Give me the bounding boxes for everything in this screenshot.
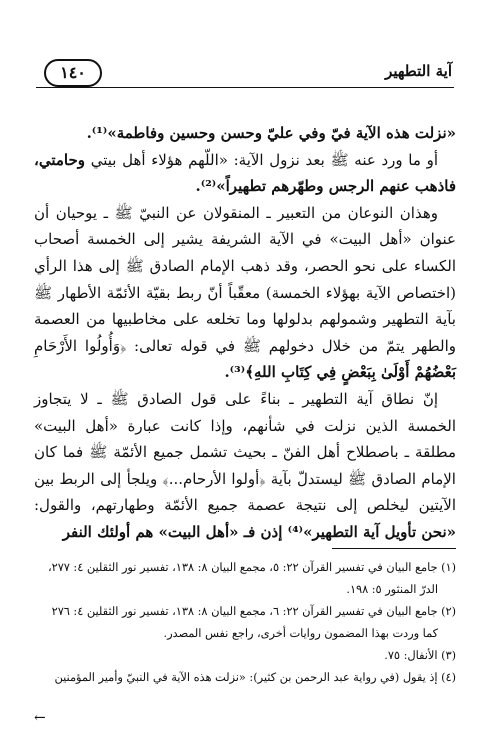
footnote-1: (١) جامع البيان في تفسير القرآن ٢٢: ٥، مجمع البيان ٨: ١٣٨، تفسير نور الثقلين ٤: ٢٧٧، (47, 561, 456, 574)
text-line: الكساء على نحو الحصر، وقد ذهب الإمام الصادق ﷺ إلى هذا الرأي (34, 256, 456, 275)
text-line: وهذان النوعان من التعبير ـ المنقولان عن النبيّ ﷺ ـ يوحيان أن (34, 203, 438, 222)
paragraph-2 (34, 200, 456, 386)
running-title: آية التطهير (385, 62, 452, 80)
text-line: بين الآيتين ليخلص إلى نتيجة عصمة جميع الأئمّة وطهارتهم، والقول: (34, 469, 456, 515)
text-line: عنوان «أهل البيت» في الآية الشريفة يشير إلى الخمسة أصحاب (34, 230, 456, 249)
text-line: وحامتي، فاذهب عنهم الرجس وطهّرهم تطهيراً»⁽²⁾. (34, 150, 456, 196)
footnote-4: (٤) إذ يقول (في رواية عبد الرحمن بن كثير): «نزلت هذه الآية في النبيّ وأمير المؤمنين (54, 671, 456, 684)
text-line: إنّ نطاق آية التطهير ـ بناءً على قول الصادق ﷺ ـ لا يتجاوز (34, 389, 438, 408)
text-line: أو ما ورد عنه ﷺ بعد نزول الآية: «اللّهم هؤلاء أهل بيتي (90, 150, 438, 169)
continue-arrow-icon: ← (34, 710, 46, 726)
paragraph-1 (34, 147, 456, 200)
text-line: «نزلت هذه الآية فيّ وفي عليّ وحسن وحسين وفاطمة»⁽¹⁾. (86, 124, 456, 142)
footnote-2: (٢) جامع البيان في تفسير القرآن ٢٢: ٦، مجمع البيان ٨: ١٣٨، تفسير نور الثقلين ٤: ٢٧٦ (51, 605, 456, 618)
text-line: الخمسة الذين نزلت في شأنهم، وإذا كانت عبارة «أهل البيت» (34, 416, 456, 435)
text-line: الإمام الصادق ﷺ ليستدلّ بآية ﴿أولوا الأرحام...﴾ ويلجأ إلى الربط (59, 469, 456, 488)
footnote-3: (٣) الأنفال: ٧٥. (384, 649, 456, 662)
main-text (34, 120, 456, 546)
text-line: بآية التطهير وشمولهم بدلولها وما تخلعه على مخاطبيها من العصمة (34, 310, 456, 329)
text-line: «نحن تأويل آية التطهير»⁽⁴⁾ إذن فـ «أهل البيت» هم أولئك النفر (62, 522, 456, 541)
header-rule (36, 87, 454, 88)
footnote-1-continued: الدرّ المنثور ٥: ١٩٨. (346, 583, 438, 596)
page-header (36, 58, 454, 92)
page-number: ١٤٠ (44, 59, 102, 87)
paragraph-3 (34, 386, 456, 546)
footnotes (34, 557, 456, 726)
footnote-2-continued: كما وردت بهذا المضمون روايات أخرى، راجع نفس المصدر. (163, 627, 438, 640)
text-line: (اختصاص الآية بهؤلاء الخمسة) معقّباً أنّ ربط بقيّة الأئمّة الأطهار ﷺ (34, 283, 456, 302)
text-line: مطلقة ـ باصطلاح أهل الفنّ ـ بحيث تشمل جميع الأئمّة ﷺ فما كان (34, 443, 456, 462)
text-line: والطهر يتمّ من خلال دخولهم ﷺ في قوله تعالى: ﴿وَأُولُوا الأَرْحَامِ (34, 336, 456, 355)
text-line: بَعْضُهُمْ أَوْلَىٰ بِبَعْضٍ فِي كِتَابِ اللهِ﴾⁽³⁾. (224, 363, 456, 382)
footnote-divider (332, 548, 456, 549)
